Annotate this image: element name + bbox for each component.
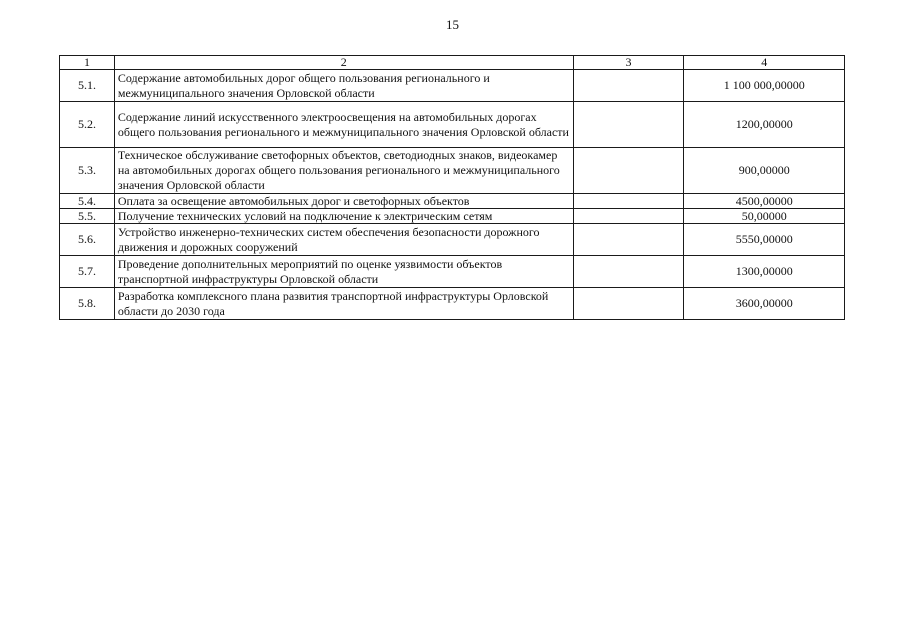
header-row [60, 56, 845, 70]
header-col-3: 3 [573, 56, 684, 70]
row-description: Проведение дополнительных мероприятий по оценке уязвимости объектов транспортной инфраструктуры Орловской области [114, 256, 573, 288]
row-amount: 1200,00000 [684, 102, 845, 148]
row-number: 5.3. [60, 148, 115, 194]
row-description: Устройство инженерно-технических систем обеспечения безопасности дорожного движения и дорожных сооружений [114, 224, 573, 256]
row-description: Оплата за освещение автомобильных дорог и светофорных объектов [114, 194, 573, 209]
row-description: Разработка комплексного плана развития транспортной инфраструктуры Орловской области до 2030 года [114, 288, 573, 320]
row-number: 5.8. [60, 288, 115, 320]
row-col3 [573, 209, 684, 224]
row-col3 [573, 194, 684, 209]
row-description: Техническое обслуживание светофорных объектов, светодиодных знаков, видеокамер на автомобильных дорогах общего пользования регионального и межмуниципального значения Орловской области [114, 148, 573, 194]
row-description: Получение технических условий на подключение к электрическим сетям [114, 209, 573, 224]
header-col-2: 2 [114, 56, 573, 70]
row-col3 [573, 224, 684, 256]
row-description: Содержание линий искусственного электроосвещения на автомобильных дорогах общего пользования регионального и межмуниципального значения Орловской области [114, 102, 573, 148]
table-row [60, 209, 845, 224]
table-row [60, 70, 845, 102]
row-number: 5.2. [60, 102, 115, 148]
row-col3 [573, 256, 684, 288]
row-number: 5.7. [60, 256, 115, 288]
page-number: 15 [446, 17, 459, 32]
row-amount: 5550,00000 [684, 224, 845, 256]
row-amount: 3600,00000 [684, 288, 845, 320]
row-col3 [573, 148, 684, 194]
row-col3 [573, 102, 684, 148]
row-number: 5.5. [60, 209, 115, 224]
row-description: Содержание автомобильных дорог общего пользования регионального и межмуниципального значения Орловской области [114, 70, 573, 102]
row-col3 [573, 288, 684, 320]
table-row [60, 148, 845, 194]
header-col-1: 1 [60, 56, 115, 70]
table-body [60, 70, 845, 320]
row-number: 5.6. [60, 224, 115, 256]
row-col3 [573, 70, 684, 102]
row-amount: 1300,00000 [684, 256, 845, 288]
table-row [60, 288, 845, 320]
header-col-4: 4 [684, 56, 845, 70]
table-header [60, 56, 845, 70]
table-row [60, 102, 845, 148]
row-number: 5.4. [60, 194, 115, 209]
table-row [60, 224, 845, 256]
table-row [60, 194, 845, 209]
budget-table [59, 55, 845, 320]
row-number: 5.1. [60, 70, 115, 102]
table-row [60, 256, 845, 288]
row-amount: 1 100 000,00000 [684, 70, 845, 102]
row-amount: 50,00000 [684, 209, 845, 224]
row-amount: 900,00000 [684, 148, 845, 194]
row-amount: 4500,00000 [684, 194, 845, 209]
